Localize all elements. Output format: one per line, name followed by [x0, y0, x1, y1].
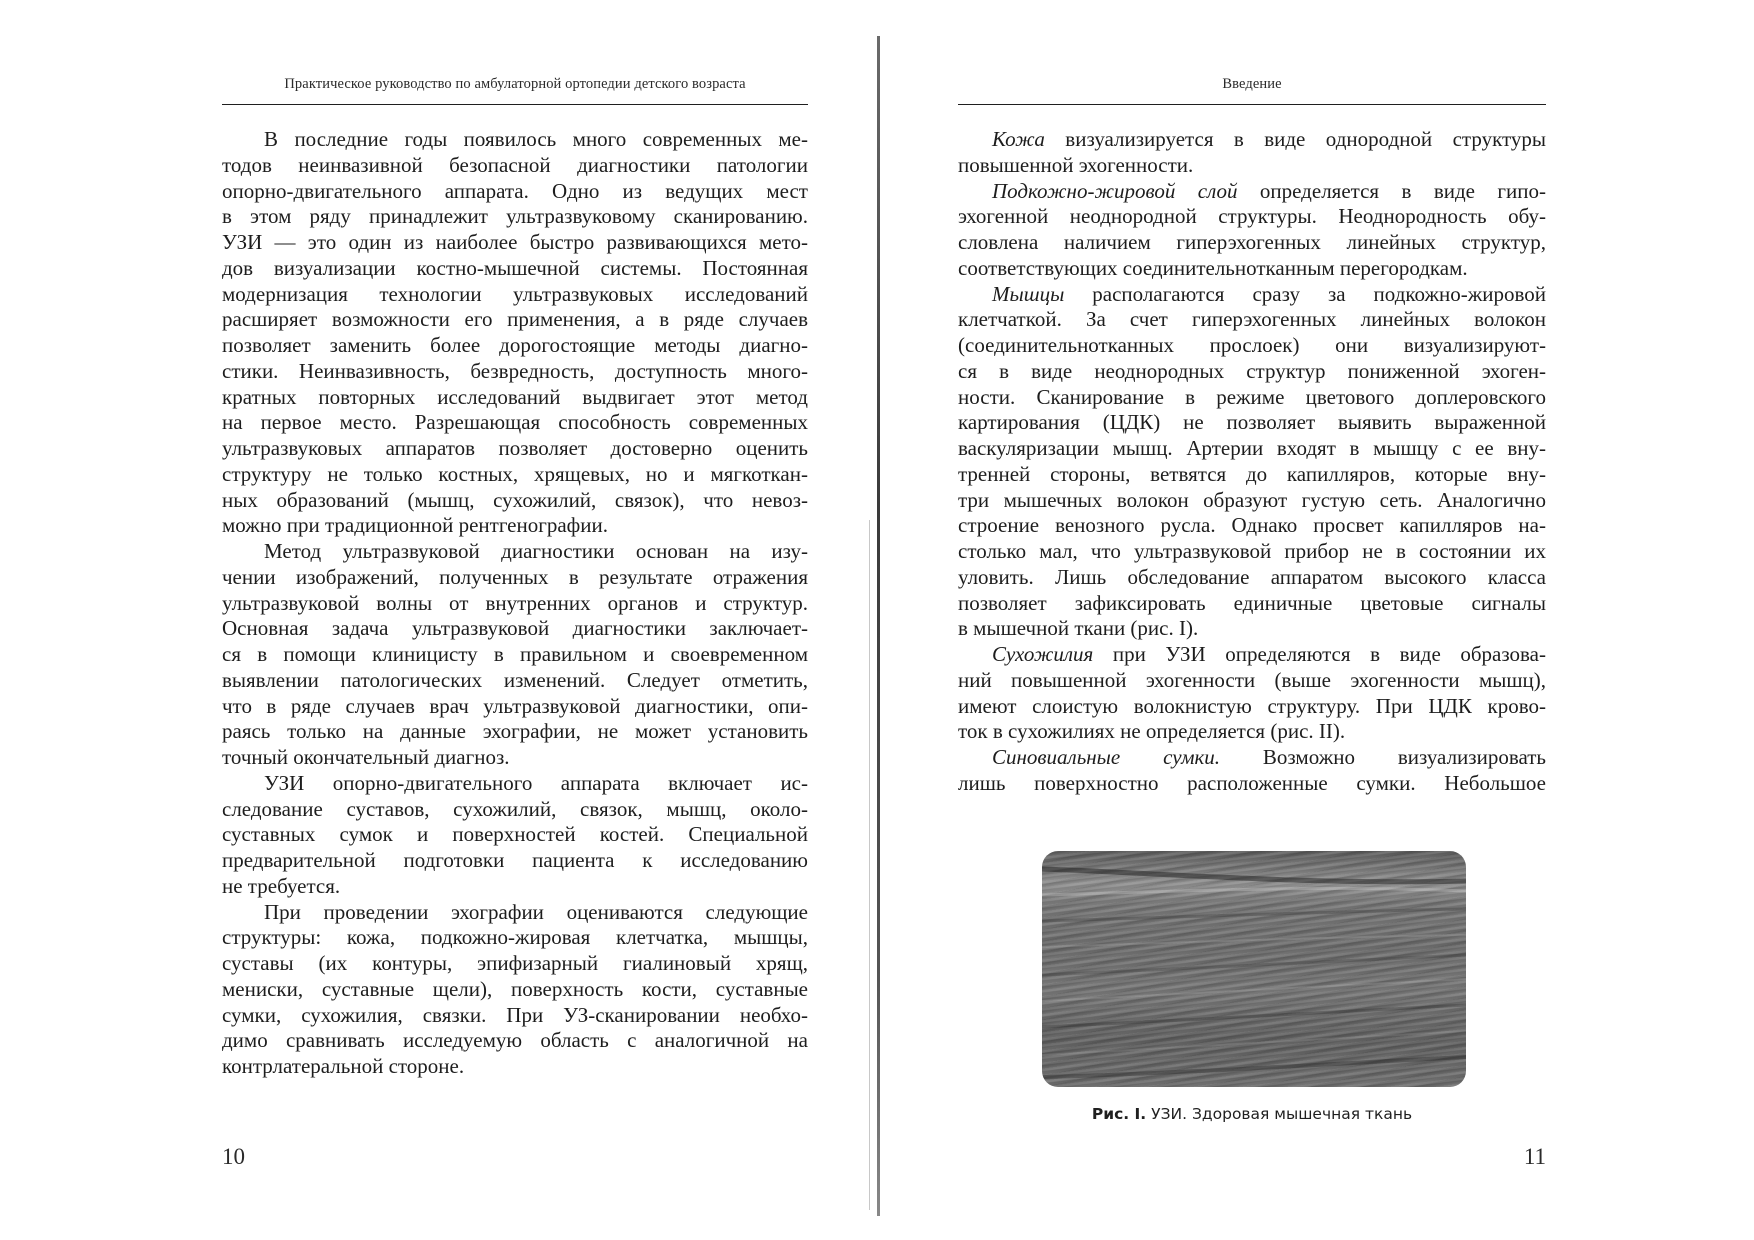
text-line: (соединительнотканных прослоек) они визуализируют- [958, 333, 1546, 357]
text-line: строение венозного русла. Однако просвет капилляров на- [958, 513, 1546, 538]
text-line: соответствующих соединительнотканным перегородкам. [958, 255, 1468, 280]
text-line: позволяет заменить более дорогостоящие методы диагно- [222, 333, 808, 357]
left-paragraph [222, 127, 808, 539]
text-line: мениски, суставные щели), поверхность кости, суставные [222, 976, 808, 1001]
right-paragraph [958, 127, 1546, 179]
text-line: УЗИ опорно-двигательного аппарата включает ис- [264, 770, 808, 795]
text-line: В последние годы появилось много современных ме- [264, 127, 808, 151]
text-line: структуру не только костных, хрящевых, но и мягкоткан- [222, 461, 808, 486]
term-italic: Синовиальные сумки. [992, 745, 1221, 769]
term-italic: Подкожно-жировой слой [992, 178, 1238, 203]
text-line: кратных повторных исследований выдвигает этот метод [222, 384, 808, 409]
text-line: суставных сумок и поверхностей костей. Специальной [222, 822, 808, 847]
text-line: ся в виде неоднородных структур пониженной эхоген- [958, 358, 1546, 383]
right-paragraph [958, 642, 1546, 745]
term-rest: располагаются сразу за подкожно-жировой [1064, 281, 1546, 306]
text-line: имеют слоистую волокнистую структуру. При ЦДК крово- [958, 693, 1546, 718]
text-line: точный окончательный диагноз. [222, 745, 510, 769]
text-line: При проведении эхографии оцениваются следующие [264, 899, 808, 924]
text-line: на первое место. Разрешающая способность современных [222, 410, 808, 435]
text-line [958, 745, 1546, 771]
text-line: лишь поверхностно расположенные сумки. Небольшое [958, 770, 1546, 795]
text-line: Метод ультразвуковой диагностики основан на изу- [264, 539, 808, 563]
text-line: модернизация технологии ультразвуковых исследований [222, 281, 808, 306]
text-line: выявлении патологических изменений. Следует отметить, [222, 667, 808, 692]
figure-caption [958, 1105, 1546, 1123]
text-line: не требуется. [222, 873, 341, 898]
right-page [958, 0, 1546, 1240]
term-rest: определяется в виде гипо- [1237, 178, 1546, 203]
text-line: можно при традиционной рентгенографии. [222, 513, 609, 538]
book-gutter [877, 36, 880, 1216]
book-gutter-shadow [869, 520, 870, 1210]
term-rest: визуализируется в виде однородной структуры [1044, 127, 1546, 151]
right-running-head: Введение [1222, 76, 1282, 92]
figure-caption-label: Рис. I. [1091, 1105, 1147, 1123]
text-line: тодов неинвазивной безопасной диагностики патологии [222, 152, 808, 177]
text-line: эхогенной неоднородной структуры. Неоднородность обу- [958, 204, 1546, 229]
term-italic: Мышцы [992, 281, 1065, 306]
text-line: ности. Сканирование в режиме цветового доплеровского [958, 384, 1546, 409]
text-line [958, 179, 1546, 205]
text-line: картирования (ЦДК) не позволяет выявить выраженной [958, 410, 1546, 435]
text-line: предварительной подготовки пациента к исследованию [222, 848, 808, 872]
right-head-rule [958, 104, 1546, 105]
text-line: ний повышенной эхогенности (выше эхогенности мышц), [958, 667, 1546, 692]
text-line: Основная задача ультразвуковой диагностики заключает- [222, 616, 808, 641]
text-line: раясь только на данные эхографии, не может установить [222, 719, 808, 744]
text-line: ся в помощи клиницисту в правильном и своевременном [222, 642, 808, 666]
text-line: дов визуализации костно-мышечной системы. Постоянная [222, 255, 808, 280]
left-page [222, 0, 808, 1240]
text-line: в мышечной ткани (рис. I). [958, 616, 1199, 641]
term-italic: Кожа [992, 127, 1045, 151]
text-line: расширяет возможности его применения, а в ряде случаев [222, 307, 808, 332]
text-line: словлена наличием гиперэхогенных линейных структур, [958, 230, 1546, 254]
ultrasound-image [1042, 851, 1466, 1087]
left-paragraph [222, 771, 808, 900]
text-line: столько мал, что ультразвуковой прибор не в состоянии их [958, 539, 1546, 563]
right-body-text [958, 127, 1546, 797]
text-line: опорно-двигательного аппарата. Одно из ведущих мест [222, 178, 808, 203]
left-paragraph [222, 900, 808, 1080]
text-line: димо сравнивать исследуемую область с аналогичной на [222, 1028, 808, 1053]
text-line: стики. Неинвазивность, безвредность, доступность много- [222, 358, 808, 383]
right-paragraph [958, 179, 1546, 282]
text-line: три мышечных волокон образуют густую сеть. Аналогично [958, 487, 1546, 512]
text-line: ультразвуковых аппаратов позволяет достоверно оценить [222, 436, 808, 460]
right-paragraph [958, 282, 1546, 643]
text-line: ток в сухожилиях не определяется (рис. II). [958, 719, 1346, 744]
right-page-number: 11 [1523, 1144, 1546, 1169]
text-line [958, 127, 1546, 153]
left-body-text [222, 127, 808, 1080]
text-line: васкуляризации мышц. Артерии входят в мышцу с ее вну- [958, 436, 1546, 460]
ultrasound-texture [1042, 851, 1466, 1087]
text-line: следование суставов, сухожилий, связок, мышц, около- [222, 796, 808, 821]
term-italic: Сухожилия [992, 642, 1094, 666]
text-line: тренней стороны, ветвятся до капилляров, которые вну- [958, 461, 1546, 486]
left-head-rule [222, 104, 808, 105]
text-line: уловить. Лишь обследование аппаратом высокого класса [958, 564, 1546, 589]
text-line: чении изображений, полученных в результате отражения [222, 564, 808, 589]
term-rest: при УЗИ определяются в виде образова- [1093, 642, 1546, 666]
text-line: ультразвуковой волны от внутренних органов и структур. [222, 590, 808, 615]
term-rest: Возможно визуализировать [1220, 745, 1546, 769]
text-line: УЗИ — это один из наиболее быстро развивающихся мето- [222, 230, 808, 254]
right-paragraph [958, 745, 1546, 797]
text-line: структуры: кожа, подкожно-жировая клетчатка, мышцы, [222, 925, 808, 950]
left-page-number: 10 [222, 1144, 245, 1169]
figure-caption-text: УЗИ. Здоровая мышечная ткань [1146, 1105, 1413, 1123]
text-line: позволяет зафиксировать единичные цветовые сигналы [958, 590, 1546, 615]
text-line: суставы (их контуры, эпифизарный гиалиновый хрящ, [222, 951, 808, 975]
text-line: ных образований (мышц, сухожилий, связок), что невоз- [222, 487, 808, 512]
left-running-head: Практическое руководство по амбулаторной ортопедии детского возраста [284, 76, 746, 92]
text-line: контрлатеральной стороне. [222, 1054, 465, 1078]
left-paragraph [222, 539, 808, 771]
text-line: в этом ряду принадлежит ультразвуковому сканированию. [222, 204, 808, 229]
text-line [958, 282, 1546, 308]
text-line: клетчаткой. За счет гиперэхогенных линейных волокон [958, 307, 1546, 332]
text-line: сумки, сухожилия, связки. При УЗ-сканировании необхо- [222, 1002, 808, 1027]
text-line: что в ряде случаев врач ультразвуковой диагностики, опи- [222, 693, 808, 718]
text-line [958, 642, 1546, 668]
text-line: повышенной эхогенности. [958, 152, 1194, 177]
